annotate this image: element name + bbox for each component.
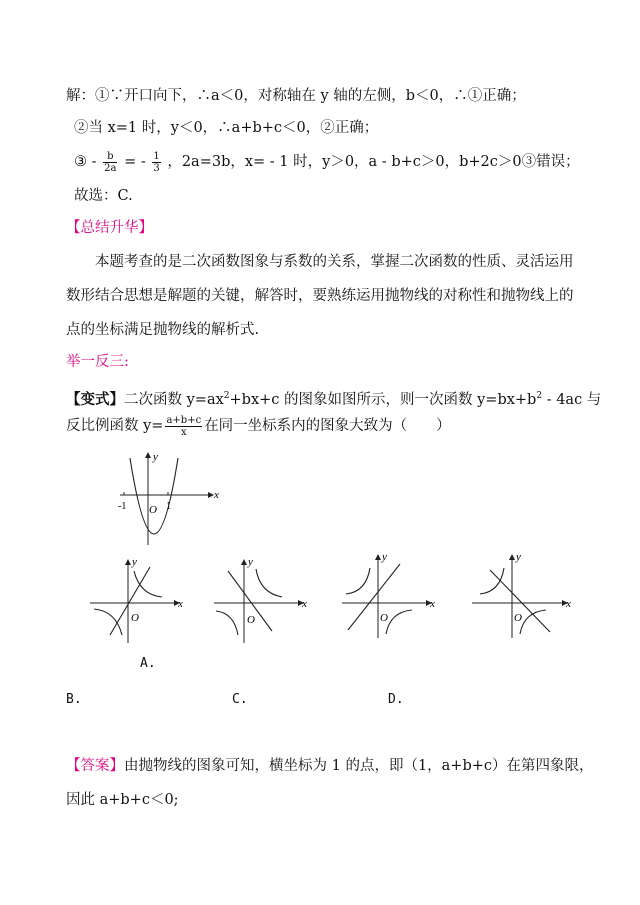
question-line-2-suffix: 在同一坐标系内的图象大致为（ ） [204, 418, 451, 434]
question-line-2-prefix: 反比例函数 y= [66, 418, 164, 434]
origin-label: O [514, 612, 522, 624]
hyperbola-branch-1 [346, 568, 370, 594]
y-axis-label: y [132, 556, 137, 568]
linear-line [110, 567, 150, 635]
choice-b-figure [212, 555, 312, 645]
choice-a-figure [88, 555, 188, 645]
answer-line-1 [66, 756, 594, 776]
answer-label: 【答案】 [66, 758, 124, 774]
solution-line-2: ②当 x=1 时，y＜0，∴a+b+c＜0，②正确； [74, 120, 379, 136]
solution-line-3 [74, 148, 580, 176]
tick-label-1: 1 [166, 501, 171, 512]
hyperbola-branch-2 [216, 611, 238, 635]
fraction-denominator: 2a [104, 162, 117, 174]
choice-d-label: D. [388, 692, 404, 707]
choice-a-label: A. [140, 656, 156, 671]
parabola-figure [110, 450, 225, 550]
fraction-numerator: b [103, 151, 117, 163]
question-part-1: 二次函数 y=ax [124, 391, 224, 408]
fraction-denominator: x [181, 426, 187, 438]
y-axis-label: y [382, 551, 387, 563]
origin-label: O [149, 504, 157, 516]
summary-heading: 【总结升华】 [66, 220, 153, 236]
question-sup-2: 2 [536, 391, 543, 401]
solution-line-3-rest: ，2a=3b，x= - 1 时，y＞0，a - b+c＞0，b+2c＞0③错误； [167, 154, 580, 170]
solution-line-3-eq: = - [124, 154, 146, 170]
question-line-2 [66, 412, 451, 440]
solution-line-1: 解：①∵开口向下，∴a＜0，对称轴在 y 轴的左侧，b＜0，∴①正确； [66, 88, 526, 104]
fraction-numerator: a+b+c [166, 414, 202, 426]
practice-heading: 举一反三: [66, 354, 129, 370]
y-axis-label: y [516, 551, 521, 563]
answer-line-2: 因此 a+b+c＜0; [66, 792, 179, 808]
y-axis-label: y [153, 451, 158, 463]
question-line-1 [66, 386, 601, 410]
summary-paragraph: 本题考查的是二次函数图象与系数的关系，掌握二次函数的性质、灵活运用数形结合思想是解题的关键，解答时，要熟练运用抛物线的对称性和抛物线上的点的坐标满足抛物线的解析式. [66, 254, 574, 338]
origin-label: O [247, 614, 255, 626]
question-part-3: - 4ac 与 [542, 391, 602, 408]
x-axis-label: x [430, 598, 435, 610]
fraction-1-over-3 [152, 151, 160, 174]
hyperbola-branch-1 [256, 569, 282, 597]
parabola-curve [130, 458, 178, 534]
x-axis-label: x [566, 598, 571, 610]
x-axis-label: x [302, 598, 307, 610]
fraction-b-over-2a [103, 151, 117, 174]
x-axis-label: x [178, 598, 183, 610]
solution-line-4: 故选：C. [74, 188, 133, 204]
solution-line-3-prefix: ③ - [74, 154, 97, 170]
fraction-abc-over-x [165, 415, 202, 438]
origin-label: O [131, 612, 139, 624]
choice-b-label: B. [66, 692, 82, 707]
origin-label: O [380, 612, 388, 624]
hyperbola-branch-2 [386, 610, 412, 634]
y-axis-arrow [145, 452, 151, 458]
question-part-2: +bx+c 的图象如图所示，则一次函数 y=bx+b [229, 391, 537, 408]
tick-label-neg1: -1 [118, 501, 127, 512]
hyperbola-branch-2 [520, 610, 546, 634]
x-axis-label: x [214, 489, 219, 501]
hyperbola-branch-1 [134, 571, 162, 597]
y-axis-label: y [248, 556, 253, 568]
variant-label: 【变式】 [66, 390, 124, 408]
choice-c-label: C. [232, 692, 248, 707]
fraction-numerator: 1 [153, 150, 160, 162]
fraction-denominator: 3 [153, 162, 160, 174]
choice-c-figure [340, 550, 440, 640]
question-sup-1: 2 [223, 391, 230, 401]
choice-d-figure [470, 550, 580, 640]
answer-text-1: 由抛物线的图象可知，横坐标为 1 的点，即（1，a+b+c）在第四象限， [124, 758, 594, 774]
